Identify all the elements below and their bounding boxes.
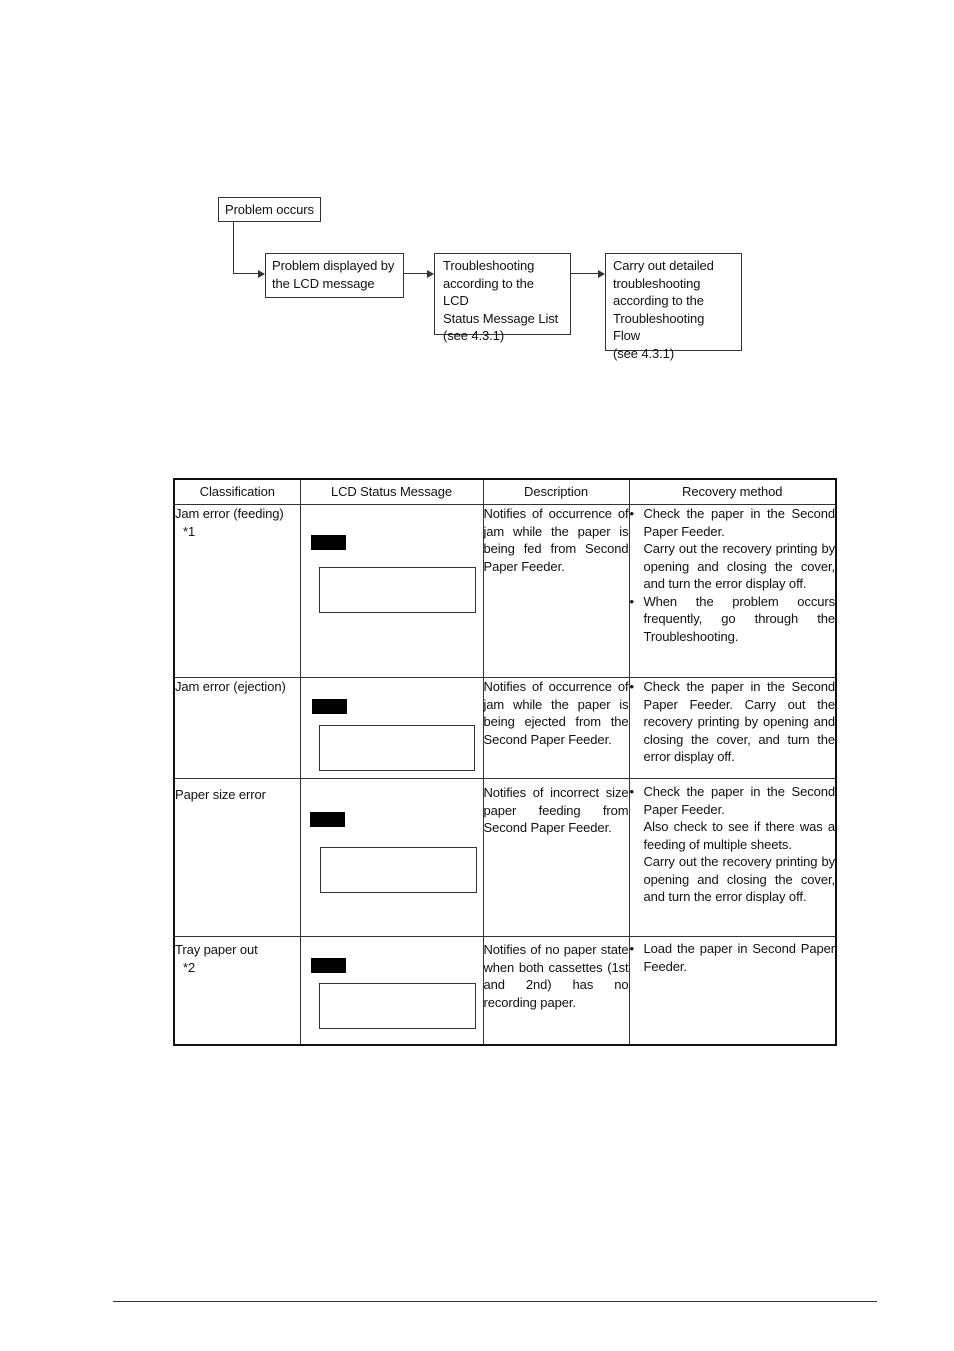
recovery-item: [630, 783, 836, 906]
recovery-line: Also check to see if there was a feeding of multiple sheets.: [643, 819, 835, 852]
recovery-line: Carry out the recovery printing by opening and closing the cover, and turn the error display off.: [643, 854, 835, 904]
lcd-display-box: [320, 847, 477, 893]
lcd-indicator-block: [312, 699, 347, 714]
lcd-indicator-block: [310, 812, 345, 827]
classification-note: *2: [183, 959, 196, 975]
recovery-cell: [629, 678, 836, 779]
arrow-icon: [258, 270, 265, 278]
lcd-message-cell: [300, 505, 483, 678]
header-lcd-status-message: LCD Status Message: [300, 479, 483, 505]
description-cell: [483, 937, 629, 1045]
description-text: Notifies of occurrence of jam while the paper is being fed from Second Paper Feeder.: [483, 506, 629, 574]
flow-connector-horizontal: [404, 273, 427, 274]
flow-box-line: Troubleshooting Flow: [613, 310, 705, 343]
recovery-line: Carry out the recovery printing by opening and closing the cover, and turn the error display off.: [643, 541, 835, 591]
flow-connector-horizontal: [233, 273, 258, 274]
recovery-line: • When the problem occurs frequently, go through the Troubleshooting.: [643, 593, 835, 644]
recovery-line: • Check the paper in the Second Paper Feeder.: [643, 506, 835, 539]
flow-box-troubleshooting-list: [434, 253, 571, 343]
header-recovery-method: Recovery method: [629, 479, 836, 505]
lcd-status-message-table: [173, 478, 837, 1046]
table-header-row: [174, 479, 836, 505]
recovery-cell: [629, 937, 836, 1045]
classification-text: Tray paper out: [175, 942, 258, 957]
description-text: Notifies of occurrence of jam while the paper is being ejected from the Second Paper Feeder.: [483, 679, 629, 747]
description-text: Notifies of no paper state when both cassettes (1st and 2nd) has no recording paper.: [483, 942, 629, 1010]
recovery-cell: [629, 505, 836, 678]
flow-box-problem-occurs: [218, 197, 321, 222]
recovery-cell: [629, 779, 836, 937]
recovery-list: [630, 505, 836, 645]
recovery-list: [630, 678, 836, 766]
flow-connector-horizontal: [571, 273, 598, 274]
header-description: Description: [483, 479, 629, 505]
recovery-item: [630, 593, 836, 646]
recovery-line: • Check the paper in the Second Paper Feeder. Carry out the recovery printing by opening and closing the cover, and turn the error display off.: [643, 679, 835, 764]
classification-text: Paper size error: [175, 787, 266, 802]
flow-box-line: Troubleshooting: [443, 258, 535, 273]
table-row: [174, 678, 836, 779]
lcd-message-cell: [300, 779, 483, 937]
classification-cell: [174, 505, 300, 678]
recovery-line: • Check the paper in the Second Paper Feeder.: [643, 784, 835, 817]
table-row: [174, 779, 836, 937]
lcd-indicator-block: [311, 535, 346, 550]
flow-box-line: troubleshooting: [613, 275, 701, 291]
flow-box-line: Problem displayed by: [272, 258, 395, 273]
lcd-display-box: [319, 983, 476, 1029]
flow-box-line: according to the LCD: [443, 275, 534, 308]
classification-cell: [174, 678, 300, 779]
description-text: Notifies of incorrect size paper feeding from Second Paper Feeder.: [483, 785, 629, 835]
classification-cell: [174, 937, 300, 1045]
classification-cell: [174, 779, 300, 937]
description-cell: [483, 505, 629, 678]
recovery-list: [630, 779, 836, 906]
flow-box-line: Carry out detailed: [613, 258, 714, 273]
flow-box-text: Problem occurs: [225, 202, 314, 217]
lcd-message-cell: [300, 678, 483, 779]
flow-connector-vertical: [233, 222, 234, 274]
arrow-icon: [427, 270, 434, 278]
recovery-item: [630, 940, 836, 975]
flow-box-line: (see 4.3.1): [613, 345, 675, 361]
lcd-display-box: [319, 567, 476, 613]
classification-note: *1: [183, 523, 196, 539]
description-cell: [483, 678, 629, 779]
flow-box-line: according to the: [613, 293, 704, 308]
arrow-icon: [598, 270, 605, 278]
recovery-list: [630, 937, 836, 975]
flow-box-line: (see 4.3.1): [443, 328, 505, 343]
lcd-display-box: [319, 725, 475, 771]
flow-box-line: the LCD message: [272, 275, 375, 291]
header-classification: Classification: [174, 479, 300, 505]
recovery-line: • Load the paper in Second Paper Feeder.: [643, 941, 835, 974]
recovery-item: [630, 505, 836, 593]
flow-box-lcd-message: [265, 253, 404, 298]
table-row: [174, 937, 836, 1045]
classification-text: Jam error (feeding): [175, 506, 284, 521]
lcd-message-cell: [300, 937, 483, 1045]
classification-text: Jam error (ejection): [175, 679, 286, 694]
flow-box-line: Status Message List: [443, 310, 559, 326]
flow-box-troubleshooting-flow: [605, 253, 742, 361]
footer-rule: [113, 1301, 877, 1302]
lcd-indicator-block: [311, 958, 346, 973]
table-row: [174, 505, 836, 678]
recovery-item: [630, 678, 836, 766]
description-cell: [483, 779, 629, 937]
